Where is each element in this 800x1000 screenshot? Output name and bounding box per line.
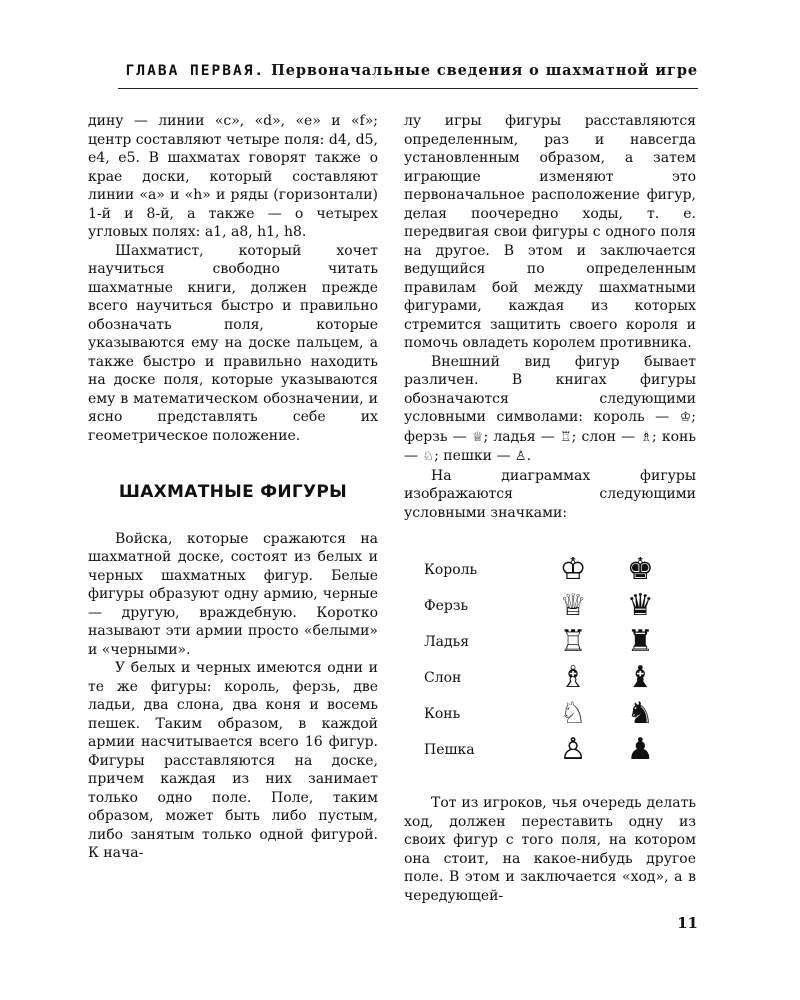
white-rook-icon: ♖ [559,624,587,659]
section-title: ШАХМАТНЫЕ ФИГУРЫ [118,482,348,502]
page-number: 11 [677,914,698,932]
black-pawn-icon: ♟ [626,732,654,767]
text-fragment: ; ладья — [483,428,555,445]
white-knight-icon: ♘ [559,696,587,731]
right-paragraph-4: Тот из игроков, чья очередь делать ход, должен переставить одну из своих фигур с того поля, на котором она стоит, на какое-нибудь другое поле. В этом и заключается «ход», а в чередующей- [404,795,696,904]
piece-row-rook [424,624,674,660]
white-queen-icon: ♕ [559,588,587,623]
piece-row-pawn [424,732,674,768]
chapter-title: Первоначальные сведения о шахматной игре [271,62,698,79]
piece-row-knight [424,696,674,732]
left-column [88,112,378,863]
right-column [404,112,696,905]
text-fragment: ; ферзь — [404,409,697,445]
text-fragment: . [526,448,532,464]
white-pawn-icon: ♙ [559,732,587,767]
knight-symbol-icon: ♘ [422,449,435,464]
text-fragment: ; слон — [571,428,636,445]
piece-name: Ферзь [424,597,469,614]
piece-name: Ладья [424,633,470,650]
left-paragraph-3: Войска, которые сражаются на шахматной доске, состоят из белых и черных шахматных фигур. Белые фигуры образуют одну армию, черные — другую, враждебную. Коротко называют эти армии просто «белыми» и «черными». [88,530,378,658]
header-rule [118,88,698,89]
black-bishop-icon: ♝ [626,660,654,695]
piece-row-bishop [424,660,674,696]
pieces-table [424,552,674,768]
text-fragment: ; пешки — [434,448,511,464]
chapter-label: ГЛАВА ПЕРВАЯ. [125,63,266,79]
piece-row-king [424,552,674,588]
bishop-symbol-icon: ♗ [640,429,652,445]
text-fragment: ; конь — [404,428,697,464]
king-symbol-icon: ♔ [679,410,692,425]
right-paragraph-2 [404,353,696,467]
piece-row-queen [424,588,674,624]
black-rook-icon: ♜ [626,624,654,659]
piece-name: Слон [424,669,462,686]
left-paragraph-4: У белых и черных имеются одни и те же фигуры: король, ферзь, две ладьи, два слона, два коня и восемь пешек. Таким образом, в каждой армии насчитывается всего 16 фигур. Фигуры расставляются на доске, причем каждая из них занимает только одно поле. Поле, таким образом, может быть либо пустым, либо занятым только одной фигурой. К нача- [88,660,378,861]
piece-name: Король [424,561,478,578]
running-header [118,62,698,79]
black-queen-icon: ♛ [626,588,654,623]
queen-symbol-icon: ♕ [471,429,484,445]
left-paragraph-1: дину — линии «с», «d», «е» и «f»; центр составляют четыре поля: d4, d5, e4, e5. В шахматах говорят также о крае доски, который составляют линии «а» и «h» и ряды (горизонтали) 1-й и 8-й, а также — о четырех угловых полях: a1, a8, h1, h8. [88,113,378,240]
left-paragraph-2: Шахматист, который хочет научиться свободно читать шахматные книги, должен прежде всего научиться быстро и правильно обозначать поля, которые указываются ему на доске пальцем, а также быстро и правильно находить на доске поля, которые указываются ему в математическом обозначении, и ясно представлять себе их геометрическое положение. [88,242,378,444]
white-bishop-icon: ♗ [559,660,587,695]
spacer [404,768,696,794]
piece-name: Конь [424,705,461,722]
black-king-icon: ♚ [626,552,654,587]
right-paragraph-3: На диаграммах фигуры изображаются следующими условными значками: [404,467,696,521]
text-fragment: Внешний вид фигур бывает различен. В книгах фигуры обозначаются следующими условными символами: король — [404,353,696,425]
piece-name: Пешка [424,741,475,758]
white-king-icon: ♔ [559,552,587,587]
pawn-symbol-icon: ♙ [514,449,527,464]
rook-symbol-icon: ♖ [559,429,572,445]
black-knight-icon: ♞ [626,696,654,731]
right-paragraph-1: лу игры фигуры расставляются определенным, раз и навсегда установленным образом, а затем играющие изменяют это первоначальное расположение фигур, делая поочередно ходы, т. е. передвигая свои фигуры с одного поля на другое. В этом и заключается ведущийся по определенным правилам бой между шахматными фигурами, каждая из которых стремится защитить своего короля и помочь овладеть королем противника. [404,113,696,351]
